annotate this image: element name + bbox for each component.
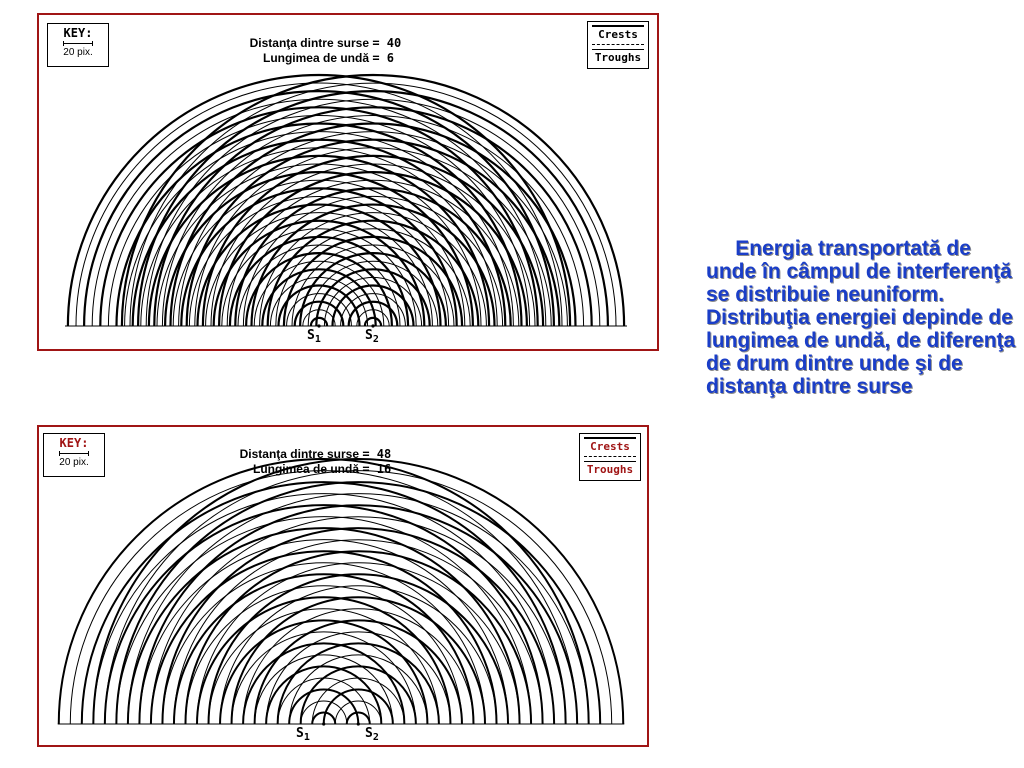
scale-key-2 [43, 433, 105, 477]
wavelength-label: Lungimea de undă [262, 51, 369, 65]
wavelength-value: = 16 [362, 462, 392, 476]
legend-crests: Crests [592, 25, 644, 41]
key-title: KEY: [63, 26, 93, 40]
wavefront-s2-15 [185, 551, 531, 724]
explanation-text: Energia transportată de unde în câmpul de interferenţă se distribuie neuniform. Distribuţia energiei depinde de lungimea de undă, de diferenţa de drum dintre unde şi de distanţa dintre surse [706, 237, 1022, 398]
scale-bar-icon [63, 41, 93, 46]
scale-key-1 [47, 23, 109, 67]
key-label: 20 pix. [59, 457, 89, 468]
source-2-label: $S_2$ [365, 328, 379, 345]
parameters-2 [211, 447, 391, 477]
distance-value: = 40 [372, 36, 402, 50]
wavelength-value: = 6 [372, 51, 395, 65]
key-label: 20 pix. [63, 47, 93, 58]
wavefront-s2-25 [171, 124, 576, 327]
scale-bar-icon [59, 451, 89, 456]
legend-troughs: Troughs [584, 461, 636, 476]
legend-crests: Crests [584, 437, 636, 453]
source-1-label: $S_1$ [307, 328, 321, 345]
distance-label: Distanţa dintre surse [239, 447, 359, 461]
legend-troughs: Troughs [592, 49, 644, 64]
interference-diagram-2 [37, 425, 649, 747]
wavefront-s1-15 [151, 551, 497, 724]
wavefront-s1-25 [117, 124, 522, 327]
parameters-1 [221, 36, 401, 66]
legend-separator [592, 44, 644, 45]
wavelength-label: Lungimea de undă [252, 462, 359, 476]
wavefront-s2-23 [93, 459, 623, 724]
distance-label: Distanţa dintre surse [249, 36, 369, 50]
source-2-label: $S_2$ [365, 726, 379, 743]
legend-2 [579, 433, 641, 481]
distance-value: = 48 [362, 447, 392, 461]
key-title: KEY: [59, 436, 89, 450]
source-1-label: $S_1$ [296, 726, 310, 743]
legend-1 [587, 21, 649, 69]
interference-diagram-1 [37, 13, 659, 351]
wavefront-s1-23 [59, 459, 589, 724]
legend-separator [584, 456, 636, 457]
